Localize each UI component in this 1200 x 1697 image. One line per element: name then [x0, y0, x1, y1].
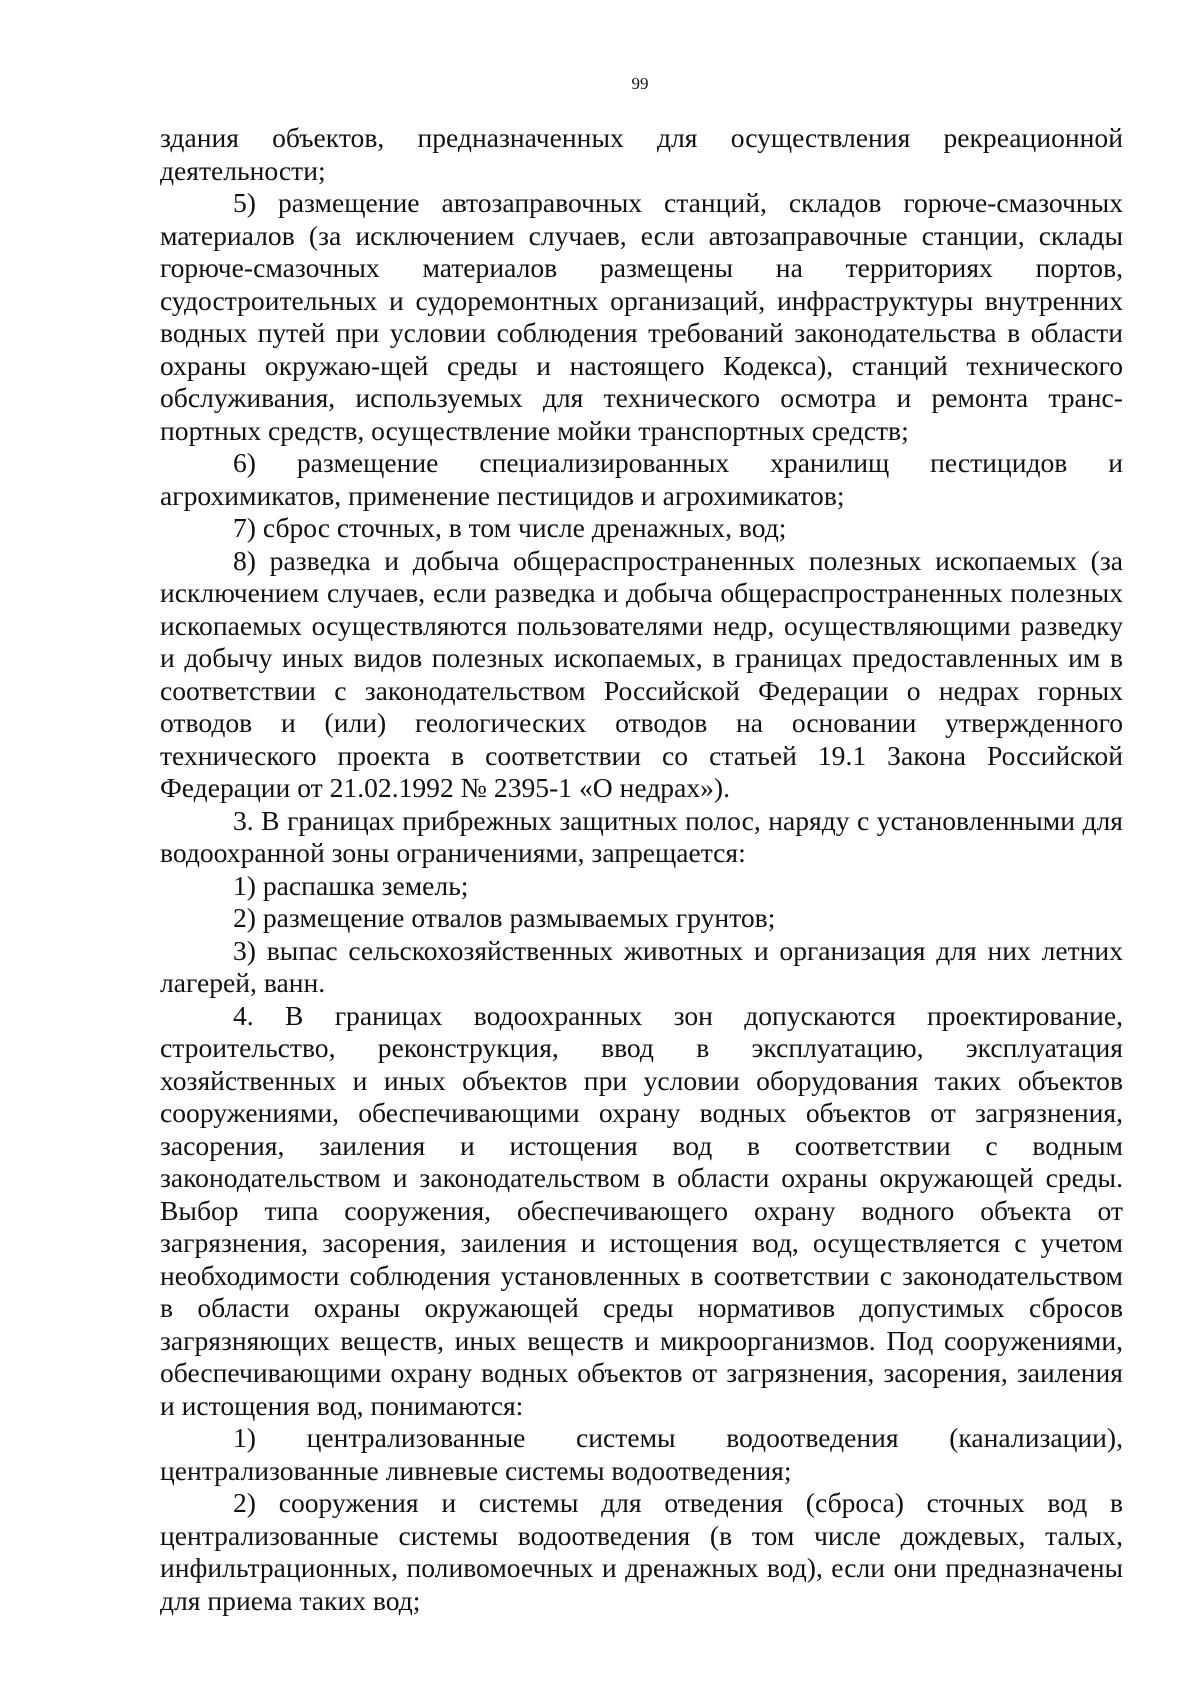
paragraph-clause-3-item-3: 3) выпас сельскохозяйственных животных и организация для них летних лагерей, ванн. — [160, 934, 1123, 998]
paragraph-continuation: здания объектов, предназначенных для осуществления рекреационной деятельности; — [160, 122, 1123, 186]
paragraph-clause-4: 4. В границах водоохранных зон допускаются проектирование, строительство, реконструкция, ввод в эксплуатацию, эксплуатация хозяйственных и иных объектов при условии оборудования таких объектов сооружениями, обеспечивающими охрану водных объектов от загрязнения, засорения, заиления и истощения вод в соответствии с водным законодательством и законодательством в области охраны окружающей среды. Выбор типа сооружения, обеспечивающего охрану водного объекта от загрязнения, засорения, заиления и истощения вод, осуществляется с учетом необходимости соблюдения установленных в соответствии с законодательством в области охраны окружающей среды нормативов допустимых сбросов загрязняющих веществ, иных веществ и микроорганизмов. Под сооружениями, обеспечивающими охрану водных объектов от загрязнения, засорения, заиления и истощения вод, понимаются: — [160, 999, 1123, 1421]
paragraph-item-5: 5) размещение автозаправочных станций, складов горюче-смазочных материалов (за исключением случаев, если автозаправочные станции, склады горюче-смазочных материалов размещены на территориях портов, судостроительных и судоремонтных организаций, инфраструктуры внутренних водных путей при условии соблюдения требований законодательства в области охраны окружаю-щей среды и настоящего Кодекса), станций технического обслуживания, используемых для технического осмотра и ремонта транс-портных средств, осуществление мойки транспортных средств; — [160, 187, 1123, 446]
document-body — [160, 122, 1123, 1617]
paragraph-clause-3-item-1: 1) распашка земель; — [233, 869, 469, 901]
paragraph-item-7: 7) сброс сточных, в том числе дренажных, вод; — [233, 512, 787, 543]
paragraph-item-6: 6) размещение специализированных хранилищ пестицидов и агрохимикатов, применение пестицидов и агрохимикатов; — [160, 447, 1123, 511]
paragraph-clause-4-item-1: 1) централизованные системы водоотведения (канализации), централизованные ливневые системы водоотведения; — [160, 1422, 1123, 1486]
paragraph-item-8: 8) разведка и добыча общераспространенных полезных ископаемых (за исключением случаев, если разведка и добыча общераспространенных полезных ископаемых осуществляются пользователями недр, осуществляющими разведку и добычу иных видов полезных ископаемых, в границах предоставленных им в соответствии с законодательством Российской Федерации о недрах горных отводов и (или) геологических отводов на основании утвержденного технического проекта в соответствии со статьей 19.1 Закона Российской Федерации от 21.02.1992 № 2395-1 «О недрах»). — [160, 544, 1123, 803]
page-number: 99 — [631, 74, 649, 93]
paragraph-clause-4-item-2: 2) сооружения и системы для отведения (сброса) сточных вод в централизованные системы водоотведения (в том числе дождевых, талых, инфильтрационных, поливомоечных и дренажных вод), если они предназначены для приема таких вод; — [160, 1487, 1123, 1616]
paragraph-clause-3-item-2: 2) размещение отвалов размываемых грунтов; — [233, 902, 776, 933]
paragraph-clause-3: 3. В границах прибрежных защитных полос, наряду с установленными для водоохранной зоны ограничениями, запрещается: — [160, 804, 1123, 868]
